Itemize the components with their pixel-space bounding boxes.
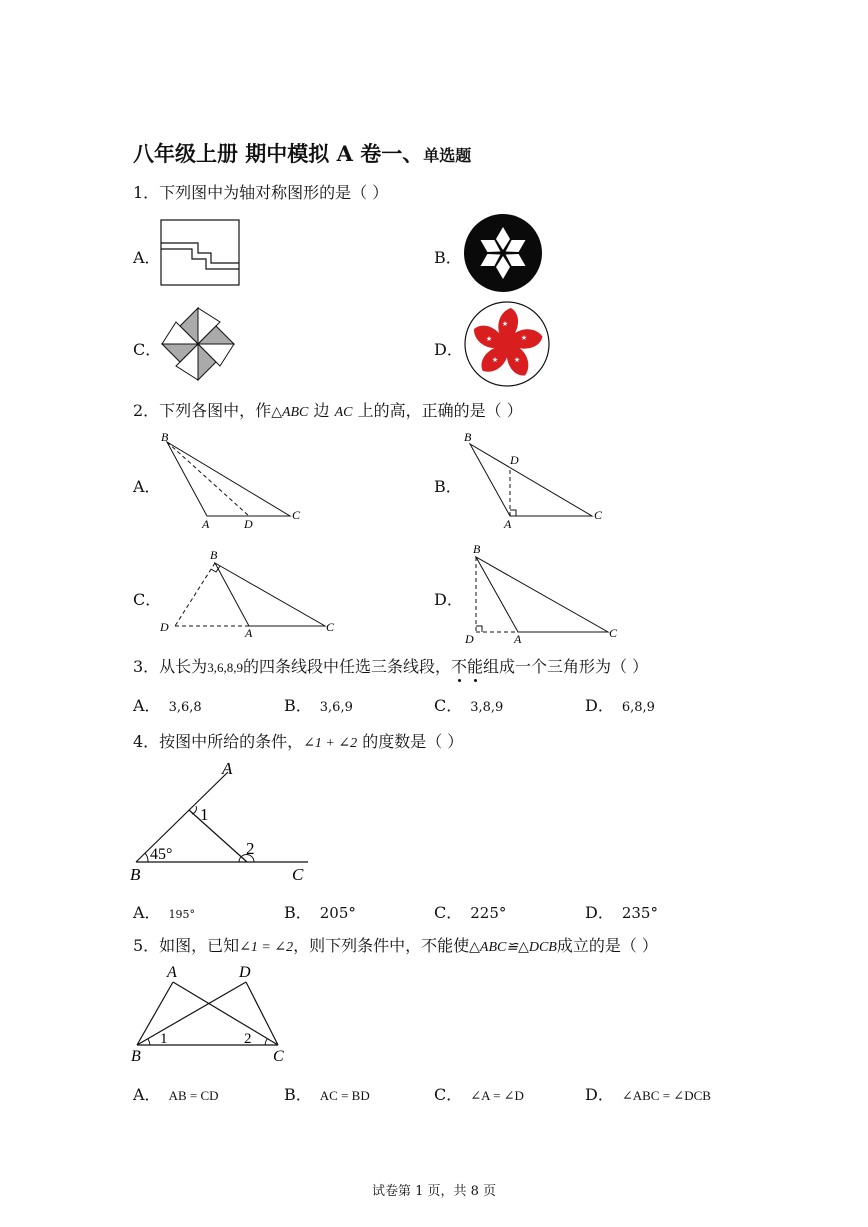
svg-text:1: 1	[160, 1031, 168, 1047]
q1-figure-c	[156, 304, 242, 384]
q3-emphasis-1: 不	[450, 657, 467, 676]
svg-text:★: ★	[513, 356, 521, 364]
q5-stem: 5．如图，已知∠1 = ∠2，则下列条件中，不能使△ABC≌△DCB成立的是（ ）	[133, 936, 658, 955]
q2-label-d: D．	[434, 590, 463, 609]
q3-emphasis-2: 能	[466, 657, 483, 676]
q4-expression: ∠1 + ∠2	[303, 736, 358, 751]
svg-text:C: C	[292, 865, 304, 884]
q4-option-d: D． 235°	[585, 903, 658, 922]
svg-text:A: A	[504, 517, 512, 531]
svg-text:D: D	[465, 632, 474, 645]
svg-text:★: ★	[485, 335, 493, 343]
svg-text:A: A	[514, 632, 522, 645]
svg-text:2: 2	[246, 839, 255, 858]
title-main: 八年级上册 期中模拟 A 卷一、	[133, 141, 424, 166]
svg-text:45°: 45°	[150, 846, 173, 863]
svg-text:C: C	[292, 508, 301, 522]
svg-text:B: B	[210, 548, 218, 562]
q2-figure-b	[460, 428, 615, 533]
svg-text:C: C	[609, 626, 618, 640]
q2-figure-a	[155, 428, 310, 533]
q3-option-b: B． 3,6,9	[284, 696, 353, 715]
svg-text:B: B	[131, 1048, 141, 1065]
svg-text:A: A	[202, 517, 210, 531]
q2-stem: 2．下列各图中，作△ABC 边 AC 上的高，正确的是（ ）	[133, 401, 523, 420]
q3-option-d: D． 6,8,9	[585, 696, 655, 715]
q4-option-c: C． 225°	[434, 903, 507, 922]
q5-congruence: △ABC≌△DCB	[469, 940, 557, 955]
q3-option-c: C． 3,8,9	[434, 696, 504, 715]
svg-text:A: A	[245, 626, 253, 640]
section-title: 单选题	[423, 146, 472, 165]
q5-option-d: D． ∠ABC = ∠DCB	[585, 1085, 711, 1104]
svg-text:D: D	[160, 620, 169, 634]
svg-text:B: B	[473, 542, 481, 556]
svg-text:C: C	[326, 620, 335, 634]
q2-label-a: A．	[133, 477, 161, 496]
q3-numbers: 3,6,8,9	[207, 660, 243, 675]
svg-text:2: 2	[244, 1031, 252, 1047]
q2-label-b: B．	[434, 477, 462, 496]
svg-text:★: ★	[491, 356, 499, 364]
q4-figure	[128, 758, 313, 886]
svg-text:B: B	[464, 430, 472, 444]
q1-figure-b	[462, 214, 546, 294]
q2-figure-c	[155, 544, 345, 644]
q1-figure-a	[160, 219, 242, 287]
svg-text:C: C	[273, 1048, 284, 1065]
svg-text:D: D	[510, 453, 519, 467]
q1-label-c: C．	[133, 340, 162, 359]
q2-figure-d	[460, 540, 625, 645]
q5-figure	[128, 962, 298, 1067]
q1-figure-d	[462, 300, 552, 388]
q3-option-a: A． 3,6,8	[133, 696, 202, 715]
q1-stem: 1．下列图中为轴对称图形的是（ ）	[133, 183, 389, 202]
page-footer: 试卷第 1 页，共 8 页	[371, 1184, 497, 1199]
svg-text:C: C	[594, 508, 603, 522]
q1-label-d: D．	[434, 340, 463, 359]
q5-option-c: C． ∠A = ∠D	[434, 1085, 524, 1104]
svg-text:B: B	[130, 865, 141, 884]
q3-stem: 3．从长为3,6,8,9的四条线段中任选三条线段，不能组成一个三角形为（ ）	[133, 657, 649, 676]
q2-label-c: C．	[133, 590, 162, 609]
q5-option-a: A． AB = CD	[133, 1085, 219, 1104]
q4-stem: 4．按图中所给的条件，∠1 + ∠2 的度数是（ ）	[133, 732, 464, 751]
svg-text:D: D	[239, 964, 251, 981]
q5-expression: ∠1 = ∠2	[239, 940, 294, 955]
page-title	[133, 138, 471, 168]
q1-label-a: A．	[133, 248, 161, 267]
svg-text:D: D	[244, 517, 253, 531]
svg-text:★: ★	[520, 334, 528, 342]
svg-text:★: ★	[501, 320, 509, 328]
q1-label-b: B．	[434, 248, 462, 267]
q2-triangle: △ABC	[271, 405, 309, 420]
svg-text:A: A	[222, 759, 233, 778]
q4-option-b: B． 205°	[284, 903, 356, 922]
q4-option-a: A． 195°	[133, 903, 196, 922]
svg-text:B: B	[161, 430, 169, 444]
svg-text:A: A	[167, 964, 177, 981]
q2-side: AC	[334, 405, 353, 420]
svg-text:1: 1	[200, 805, 209, 824]
q5-option-b: B． AC = BD	[284, 1085, 370, 1104]
